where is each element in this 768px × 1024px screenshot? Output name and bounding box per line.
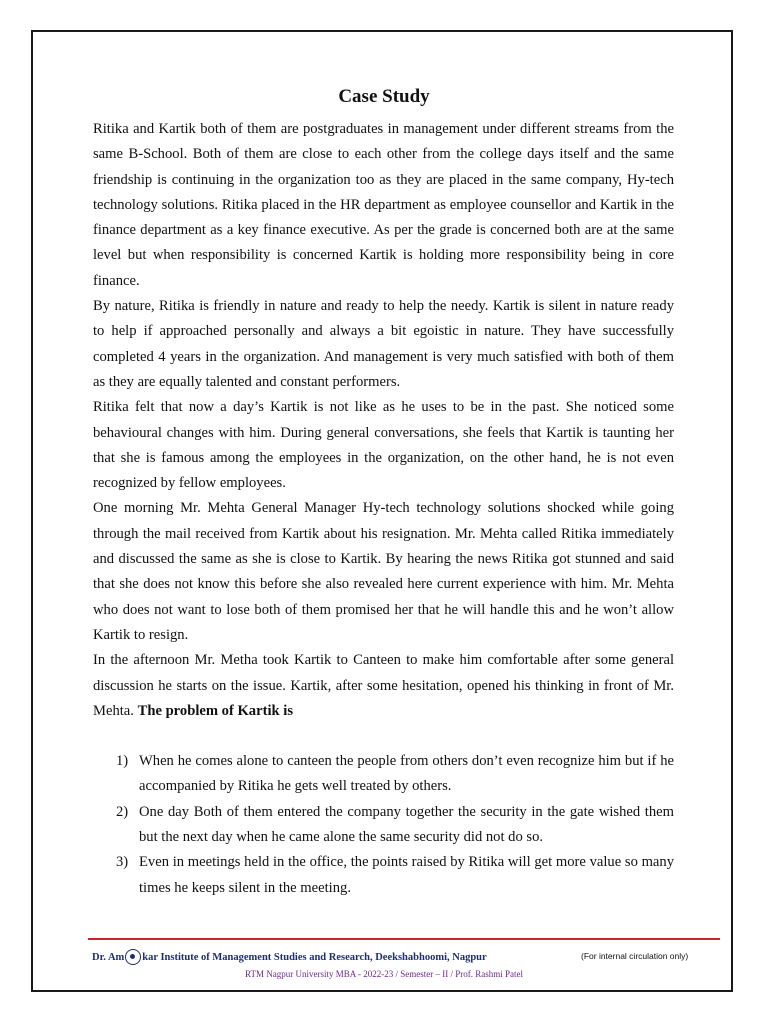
page-title: Case Study: [338, 86, 430, 107]
footer-rule: [88, 938, 720, 940]
problem-heading: The problem of Kartik is: [137, 702, 293, 719]
paragraph-5: [93, 648, 674, 724]
problem-list: [93, 749, 674, 901]
paragraph-2: By nature, Ritika is friendly in nature and ready to help the needy. Kartik is silent in nature ready to help if approached personally and always a bit egoistic in nature. They have successfully completed 4 years in the organization. And management is very much satisfied with both of them as they are equally talented and constant performers.: [93, 298, 674, 390]
footer-subline: RTM Nagpur University MBA - 2022-23 / Semester – II / Prof. Rashmi Patel: [245, 969, 523, 979]
list-item-text: One day Both of them entered the company together the security in the gate wished them but the next day when he came alone the same security did not do so.: [139, 803, 674, 846]
paragraph-5-text: In the afternoon Mr. Metha took Kartik to Canteen to make him comfortable after some general discussion he starts on the issue. Kartik, after some hesitation, opened his thinking in front of Mr. Mehta.: [93, 652, 674, 719]
list-item: [93, 850, 674, 901]
list-item-text: Even in meetings held in the office, the points raised by Ritika will get more value so many times he keeps silent in the meeting.: [139, 854, 674, 896]
list-item-number: 1): [116, 753, 129, 770]
circulation-note: (For internal circulation only): [581, 951, 689, 961]
list-item: [93, 800, 674, 851]
footer-institute: [92, 949, 487, 965]
paragraph-3: Ritika felt that now a day’s Kartik is not like as he uses to be in the past. She noticed some behavioural changes with him. During general conversations, she feels that Kartik is taunting her that she is famous among the employees in the organization, on the other hand, he is not even recognized by fellow employees.: [93, 399, 674, 492]
footer-institute-prefix: Dr. Am: [92, 951, 125, 963]
spacer: [93, 724, 674, 749]
paragraph-1: Ritika and Kartik both of them are postgraduates in management under different streams from the same B-School. Both of them are close to each other from the college days itself and the same friendship is continuing in the organization too as they are placed in the same company, Hy-tech technology solutions. Ritika placed in the HR department as employee counsellor and Kartik in the finance department as a key finance executive. As per the grade is concerned both are at the same level but when responsibility is concerned Kartik is holding more responsibility being in core finance.: [93, 121, 674, 289]
list-item-number: 3): [116, 854, 129, 871]
list-item: [93, 749, 674, 800]
paragraph-4: One morning Mr. Mehta General Manager Hy-tech technology solutions shocked while going through the mail received from Kartik about his resignation. Mr. Mehta called Ritika immediately and discussed the same as she is close to Kartik. By hearing the news Ritika got stunned and said that she does not know this before she also revealed here current experience with him. Mr. Mehta who does not want to lose both of them promised her that he will handle this and he won’t allow Kartik to resign.: [93, 500, 674, 643]
footer-institute-name: kar Institute of Management Studies and Research, Deekshabhoomi, Nagpur: [142, 951, 487, 963]
list-item-text: When he comes alone to canteen the people from others don’t even recognize him but if he accompanied by Ritika he gets well treated by others.: [139, 753, 674, 795]
list-item-number: 2): [116, 803, 129, 820]
institute-logo-icon: [125, 949, 141, 965]
case-study-body: [93, 117, 674, 901]
